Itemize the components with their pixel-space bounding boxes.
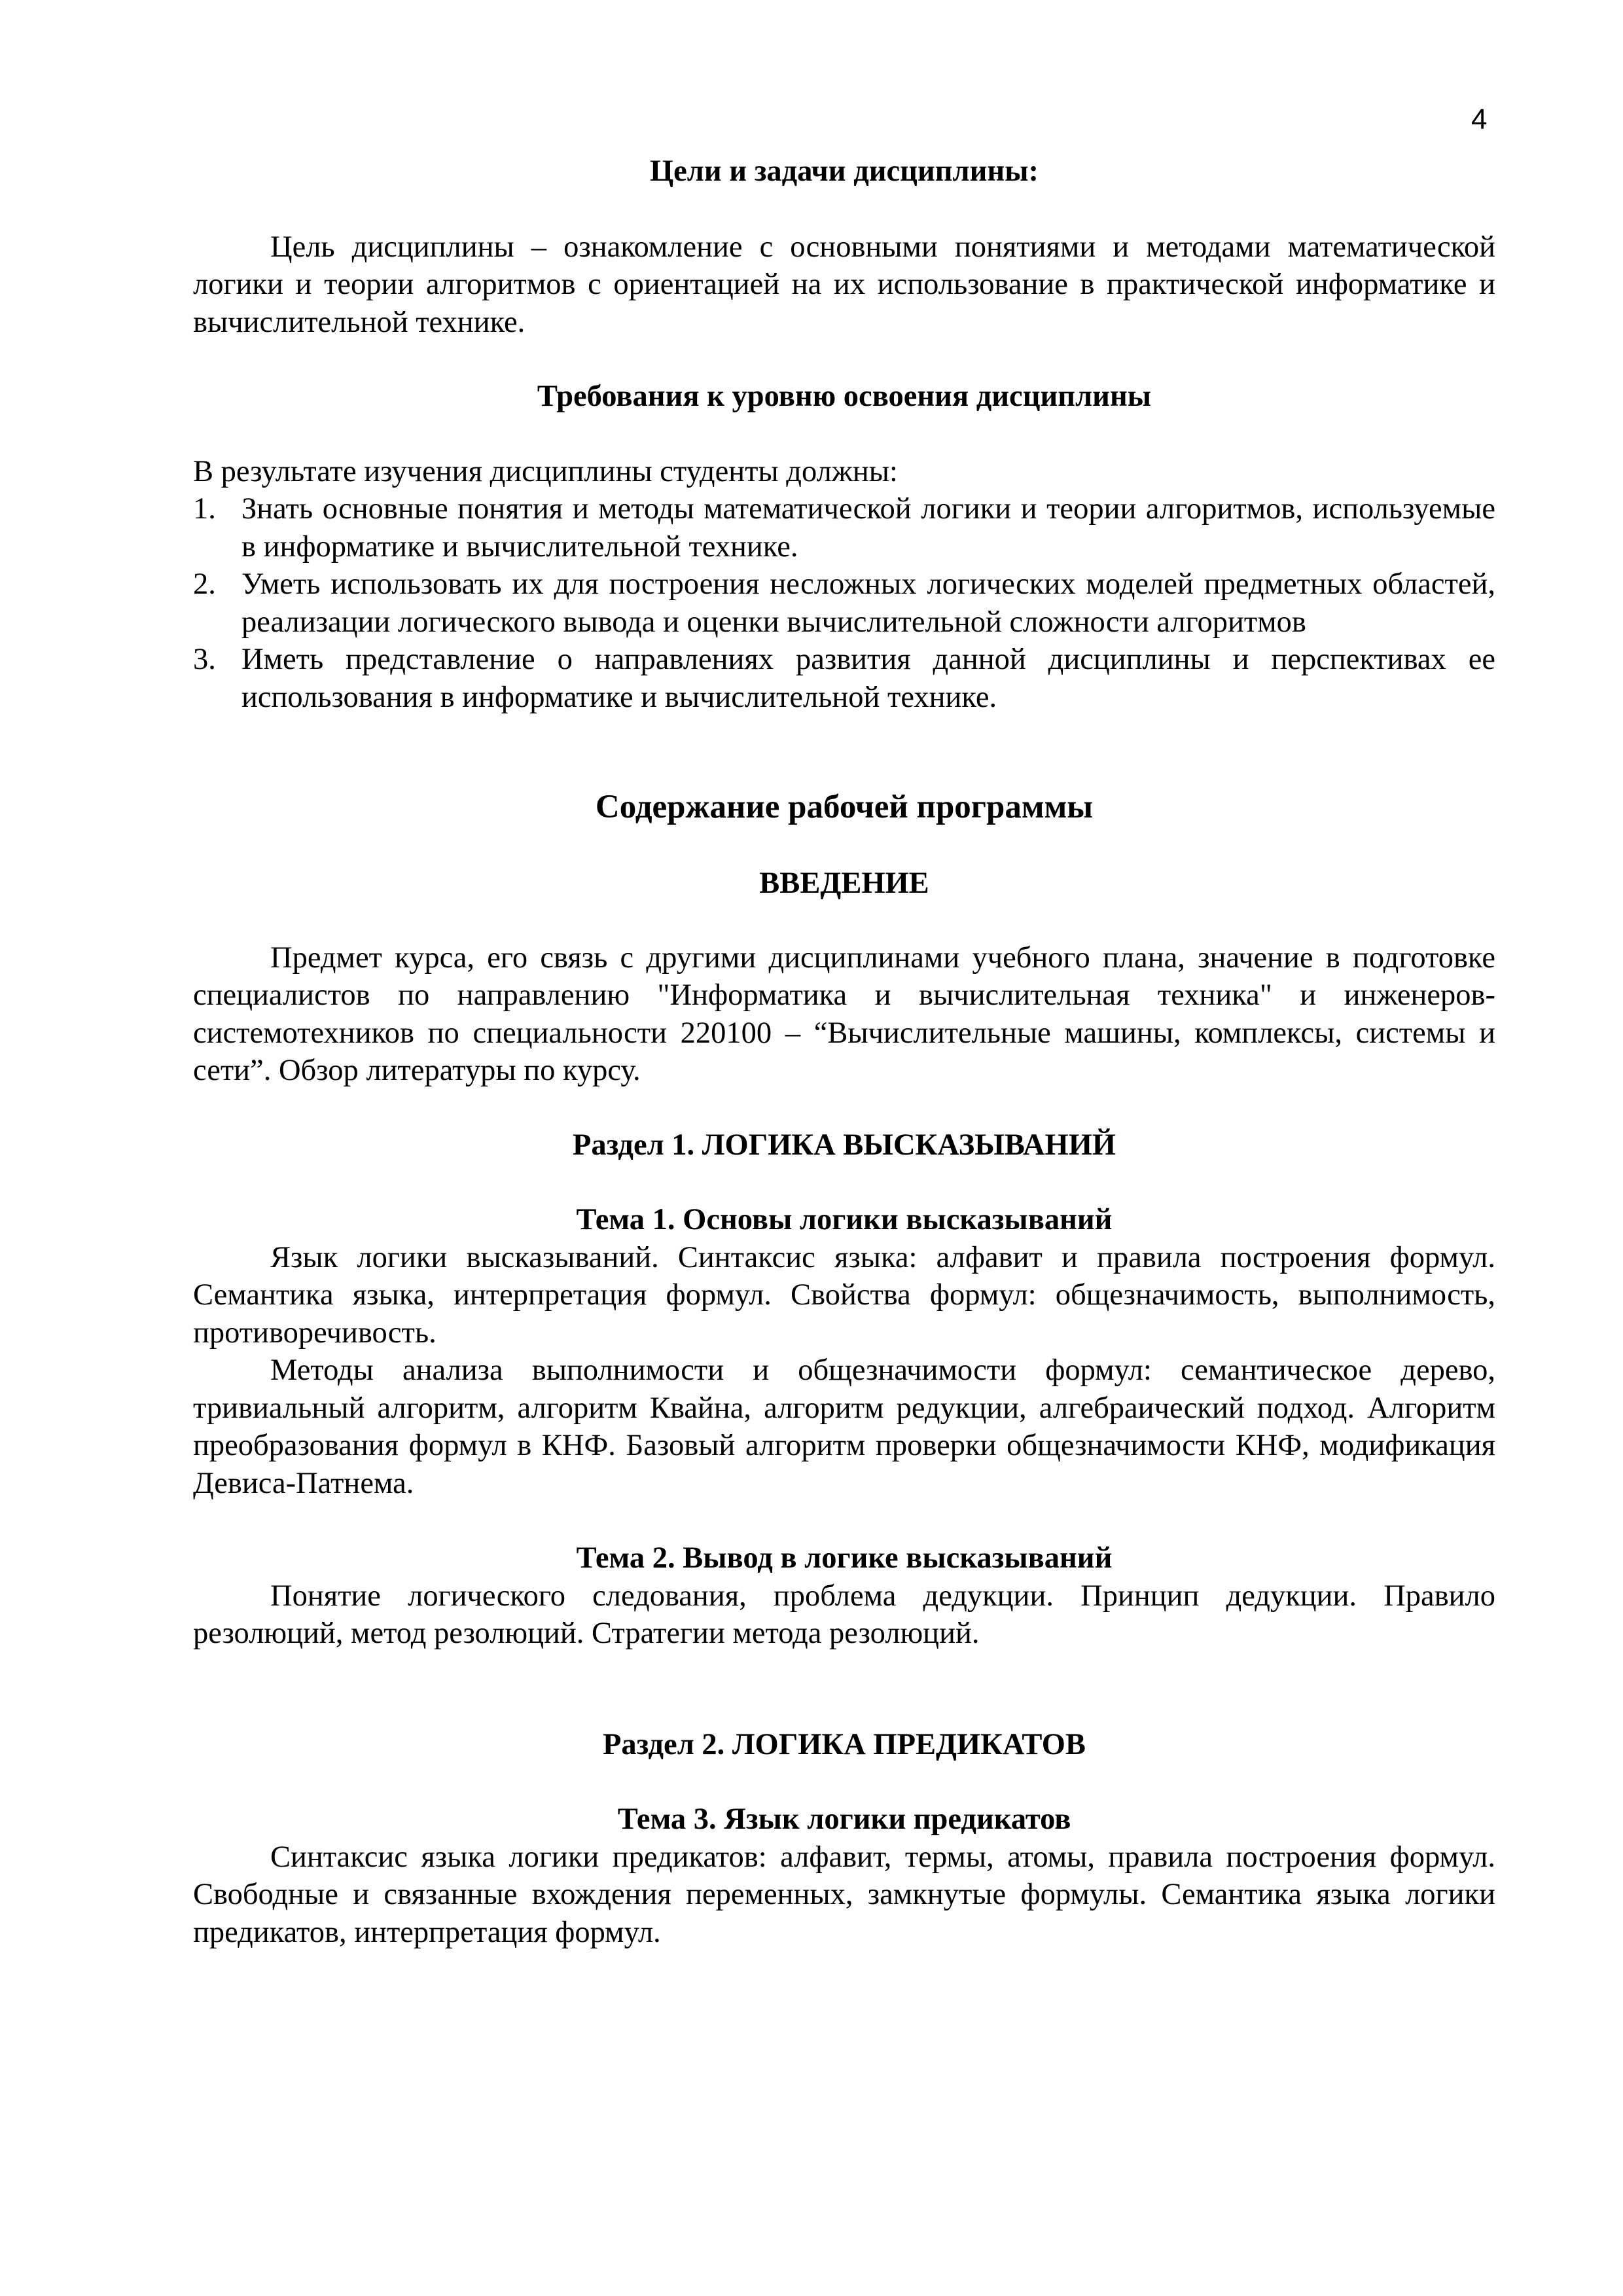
page-number: 4 [1471,103,1488,135]
requirement-text: Знать основные понятия и методы математической логики и теории алгоритмов, используемые в информатике и вычислительной технике. [241,492,1495,564]
requirements-heading: Требования к уровню освоения дисциплины [537,380,1152,413]
section-1-heading: Раздел 1. ЛОГИКА ВЫСКАЗЫВАНИЙ [572,1128,1116,1162]
requirement-text: Уметь использовать их для построения несложных логических моделей предметных областей, реализации логического вывода и оценки вычислительной сложности алгоритмов [241,567,1495,639]
introduction-text: Предмет курса, его связь с другими дисциплинами учебного плана, значение в подготовке специалистов по направлению "Информатика и вычислительная техника" и инженеров-системотехников по специальности 220100 – “Вычислительные машины, комплексы, системы и сети”. Обзор литературы по курсу. [193,941,1495,1087]
program-heading: Содержание рабочей программы [595,789,1094,825]
requirement-item [193,565,1495,641]
section-1 [193,1126,1495,1653]
page-content [193,152,1495,1951]
program-section [193,786,1495,1090]
topic-2-paragraph-1: Понятие логического следования, проблема дедукции. Принцип дедукции. Правило резолюций, метод резолюций. Стратегии метода резолюций. [193,1579,1495,1650]
requirement-number: 3. [193,643,216,676]
topic-1-heading: Тема 1. Основы логики высказываний [576,1203,1113,1236]
goals-text: Цель дисциплины – ознакомление с основными понятиями и методами математической логики и теории алгоритмов с ориентацией на их использование в практической информатике и вычислительной технике. [193,230,1495,339]
requirement-number: 1. [193,492,216,526]
introduction-heading: ВВЕДЕНИЕ [759,867,929,900]
requirements-section [193,378,1495,716]
requirement-item [193,490,1495,565]
goals-section [193,152,1495,341]
requirement-item [193,641,1495,716]
section-2 [193,1726,1495,1952]
topic-3-paragraph-1: Синтаксис языка логики предикатов: алфавит, термы, атомы, правила построения формул. Свободные и связанные вхождения переменных, замкнутые формулы. Семантика языка логики предикатов, интерпретация формул. [193,1840,1495,1949]
requirement-number: 2. [193,567,216,601]
section-2-heading: Раздел 2. ЛОГИКА ПРЕДИКАТОВ [603,1727,1086,1761]
topic-3-heading: Тема 3. Язык логики предикатов [617,1803,1071,1836]
topic-1-paragraph-2: Методы анализа выполнимости и общезначимости формул: семантическое дерево, тривиальный алгоритм, алгоритм Квайна, алгоритм редукции, алгебраический подход. Алгоритм преобразования формул в КНФ. Базовый алгоритм проверки общезначимости КНФ, модификация Девиса-Патнема. [193,1354,1495,1500]
requirements-intro: В результате изучения дисциплины студенты должны: [193,454,898,488]
requirements-list [193,490,1495,716]
goals-heading: Цели и задачи дисциплины: [649,154,1039,188]
topic-1-paragraph-1: Язык логики высказываний. Синтаксис языка: алфавит и правила построения формул. Семантика языка, интерпретация формул. Свойства формул: общезначимость, выполнимость, противоречивость. [193,1240,1495,1350]
topic-2-heading: Тема 2. Вывод в логике высказываний [576,1541,1113,1575]
requirement-text: Иметь представление о направлениях развития данной дисциплины и перспективах ее использования в информатике и вычислительной технике. [241,643,1495,714]
